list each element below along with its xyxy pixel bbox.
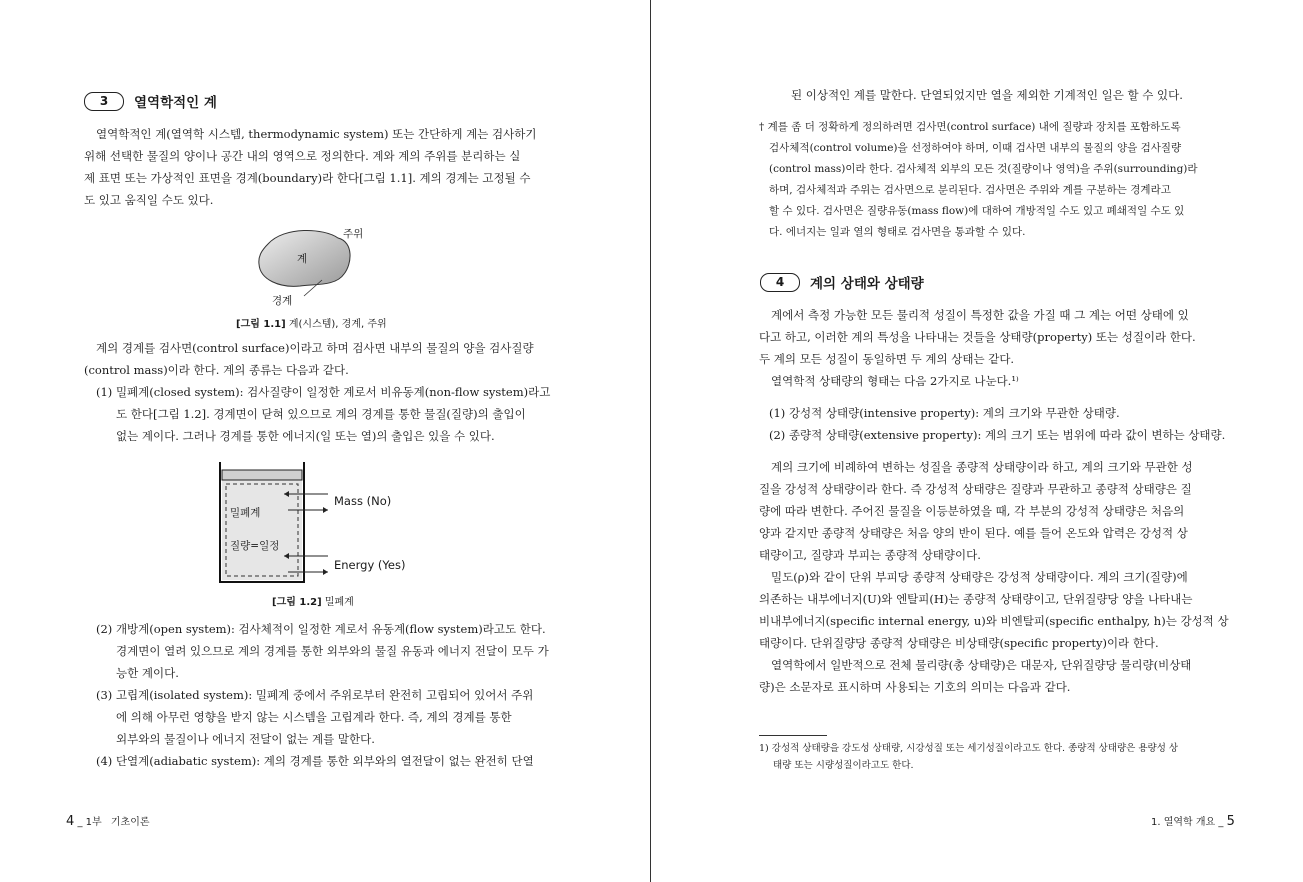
text-line: 도 한다[그림 1.2]. 경계면이 닫혀 있으므로 계의 경계를 통한 물질(질량)의 출입이 — [116, 407, 526, 421]
text-line: 경계면이 열려 있으므로 계의 경계를 통한 외부와의 물질 유동과 에너지 전달이 모두 가 — [116, 644, 549, 658]
text-line: (control mass)이라 한다. 검사체적 외부의 모든 것(질량이나 영역)을 주위(surrounding)라 — [769, 163, 1198, 175]
list-item-adiabatic — [96, 750, 544, 772]
page-number: 4 — [66, 814, 75, 829]
list-item-isolated — [96, 684, 544, 750]
text-line: 할 수 있다. 검사면은 질량유동(mass flow)에 대하여 개방적일 수도 있고 폐쇄적일 수도 있 — [769, 205, 1185, 217]
figure-caption-text: 밀폐계 — [324, 597, 354, 608]
text-line: 계에서 측정 가능한 모든 물리적 성질이 특정한 값을 가질 때 그 계는 어떤 상태에 있 — [771, 308, 1189, 322]
section-title: 열역학적인 계 — [134, 95, 217, 111]
text-line: 두 계의 모든 성질이 동일하면 두 계의 상태는 같다. — [759, 352, 1015, 366]
footnote-rule — [759, 735, 827, 736]
text-line: 하며, 검사체적과 주위는 검사면으로 분리된다. 검사면은 주위와 계를 구분하는 경계라고 — [769, 184, 1171, 196]
page-footer — [66, 813, 150, 829]
side-note — [759, 117, 1223, 243]
text-line: 다. 에너지는 일과 열의 형태로 검사면을 통과할 수 있다. — [769, 226, 1026, 238]
text-line: 태량이다. 단위질량당 종량적 상태량은 비상태량(specific property)이라 한다. — [759, 636, 1159, 650]
list-item-closed — [96, 381, 551, 447]
text-line: 도 있고 움직일 수도 있다. — [84, 193, 214, 207]
text-line: 열역학에서 일반적으로 전체 물리량(총 상태량)은 대문자, 단위질량당 물리량(비상태 — [771, 658, 1192, 672]
property-paragraph — [759, 456, 1229, 698]
text-line: 없는 계이다. 그러나 경계를 통한 에너지(일 또는 열)의 출입은 있을 수 있다. — [116, 429, 495, 443]
footer-chapter: 기초이론 — [110, 817, 150, 828]
text-line: 에 의해 아무런 영향을 받지 않는 시스템을 고립계라 한다. 즉, 계의 경계를 통한 — [116, 710, 512, 724]
property-list — [769, 402, 1226, 446]
text-line: 다고 하고, 이러한 계의 특성을 나타내는 것들을 상태량(property) 또는 성질이라 한다. — [759, 330, 1196, 344]
text-line: 비내부에너지(specific internal energy, u)와 비엔탈피(specific enthalpy, h)는 강성적 상 — [759, 614, 1229, 628]
text-line: 의존하는 내부에너지(U)와 엔탈피(H)는 종량적 상태량이고, 단위질량당 양을 나타내는 — [759, 592, 1193, 606]
energy-arrow-out-head — [323, 569, 328, 575]
text-line: (1) 밀폐계(closed system): 검사질량이 일정한 계로서 비유동계(non-flow system)라고 — [96, 385, 551, 399]
page-footer — [1151, 813, 1235, 829]
text-line: (2) 개방계(open system): 검사체적이 일정한 계로서 유동계(flow system)라고도 한다. — [96, 622, 546, 636]
state-paragraph — [759, 304, 1221, 392]
figure-number: [그림 1.1] — [236, 319, 286, 330]
text-line: 외부와의 물질이나 에너지 전달이 없는 계를 말한다. — [116, 732, 375, 746]
text-line: 량)은 소문자로 표시하며 사용되는 기호의 의미는 다음과 같다. — [759, 680, 1071, 694]
footer-separator: _ — [77, 817, 83, 828]
text-line: (control mass)이라 한다. 계의 종류는 다음과 같다. — [84, 363, 349, 377]
right-page — [651, 0, 1303, 882]
text-line: † 계를 좀 더 정확하게 정의하려면 검사면(control surface) 내에 질량과 장치를 포함하도록 — [759, 121, 1181, 133]
energy-label: Energy (Yes) — [334, 558, 406, 572]
left-page — [0, 0, 650, 882]
text-line: 밀도(ρ)와 같이 단위 부피당 종량적 상태량은 강성적 상태량이다. 계의 크기(질량)에 — [771, 570, 1188, 584]
section-title: 계의 상태와 상태량 — [810, 276, 924, 292]
list-item-open — [96, 618, 549, 684]
boundary-label: 경계 — [272, 295, 293, 307]
text-line: 태량 또는 시량성질이라고도 한다. — [773, 760, 914, 771]
text-line: 능한 계이다. — [116, 666, 179, 680]
text-line: 질을 강성적 상태량이라 한다. 즉 강성적 상태량은 질량과 무관하고 종량적 상태량은 질 — [759, 482, 1192, 496]
figure-caption — [272, 593, 354, 608]
section-heading — [760, 272, 924, 292]
text-line: 계의 경계를 검사면(control surface)이라고 하며 검사면 내부의 물질의 양을 검사질량 — [96, 341, 534, 355]
footer-chapter: 1. 열역학 개요 — [1151, 817, 1216, 828]
list-item: (1) 강성적 상태량(intensive property): 계의 크기와 무관한 상태량. — [769, 406, 1120, 420]
gas-fill — [222, 478, 302, 580]
figure-caption — [236, 315, 387, 330]
text-line: 위해 선택한 물질의 양이나 공간 내의 영역으로 정의한다. 계와 계의 주위를 분리하는 실 — [84, 149, 521, 163]
system-label: 계 — [297, 253, 308, 265]
text-line: 1) 강성적 상태량을 강도성 상태량, 시강성질 또는 세기성질이라고도 한다. 종량적 상태량은 용량성 상 — [759, 743, 1179, 754]
text-line: 열역학적 상태량의 형태는 다음 2가지로 나눈다.¹⁾ — [771, 374, 1019, 388]
figure-caption-text: 계(시스템), 경계, 주위 — [288, 319, 387, 330]
text-line: 제 표면 또는 가상적인 표면을 경계(boundary)라 한다[그림 1.1]. 계의 경계는 고정될 수 — [84, 171, 531, 185]
types-paragraph — [84, 337, 544, 381]
page-number: 5 — [1226, 814, 1235, 829]
figure-number: [그림 1.2] — [272, 597, 322, 608]
footer-part: 1부 — [85, 817, 102, 828]
text-line: 양과 같지만 종량적 상태량은 처음 양의 반이 된다. 예를 들어 온도와 압력은 강성적 상 — [759, 526, 1188, 540]
mass-arrow-out-head — [323, 507, 328, 513]
surroundings-label: 주위 — [343, 228, 364, 240]
closed-system-label: 밀폐계 — [230, 507, 261, 519]
section-number: 4 — [760, 273, 800, 292]
text-line: (3) 고립계(isolated system): 밀폐계 중에서 주위로부터 완전히 고립되어 있어서 주위 — [96, 688, 534, 702]
text-line: 계의 크기에 비례하여 변하는 성질을 종량적 상태량이라 하고, 계의 크기와 무관한 성 — [771, 460, 1193, 474]
mass-constant-label: 질량=일정 — [230, 540, 280, 552]
list-item: (2) 종량적 상태량(extensive property): 계의 크기 또는 범위에 따라 값이 변하는 상태량. — [769, 428, 1226, 442]
footer-separator: _ — [1218, 817, 1224, 828]
text-line: 검사체적(control volume)을 선정하여야 하며, 이때 검사면 내부의 물질의 양을 검사질량 — [769, 142, 1182, 154]
section-number: 3 — [84, 92, 124, 111]
footnote — [759, 740, 1225, 774]
text-line: 된 이상적인 계를 말한다. 단열되었지만 열을 제외한 기계적인 일은 할 수 있다. — [791, 88, 1183, 102]
text-line: 량에 따라 변한다. 주어진 물질을 이등분하였을 때, 각 부분의 강성적 상태량은 처음의 — [759, 504, 1185, 518]
text-line: (4) 단열계(adiabatic system): 계의 경계를 통한 외부와의 열전달이 없는 완전히 단열 — [96, 754, 534, 768]
piston — [222, 470, 302, 480]
intro-paragraph — [84, 123, 544, 211]
text-line: 열역학적인 계(열역학 시스템, thermodynamic system) 또는 간단하게 계는 검사하기 — [96, 127, 537, 141]
text-line: 태량이고, 질량과 부피는 종량적 상태량이다. — [759, 548, 981, 562]
continued-paragraph — [791, 84, 1261, 106]
section-heading — [84, 91, 217, 111]
mass-label: Mass (No) — [334, 494, 392, 508]
